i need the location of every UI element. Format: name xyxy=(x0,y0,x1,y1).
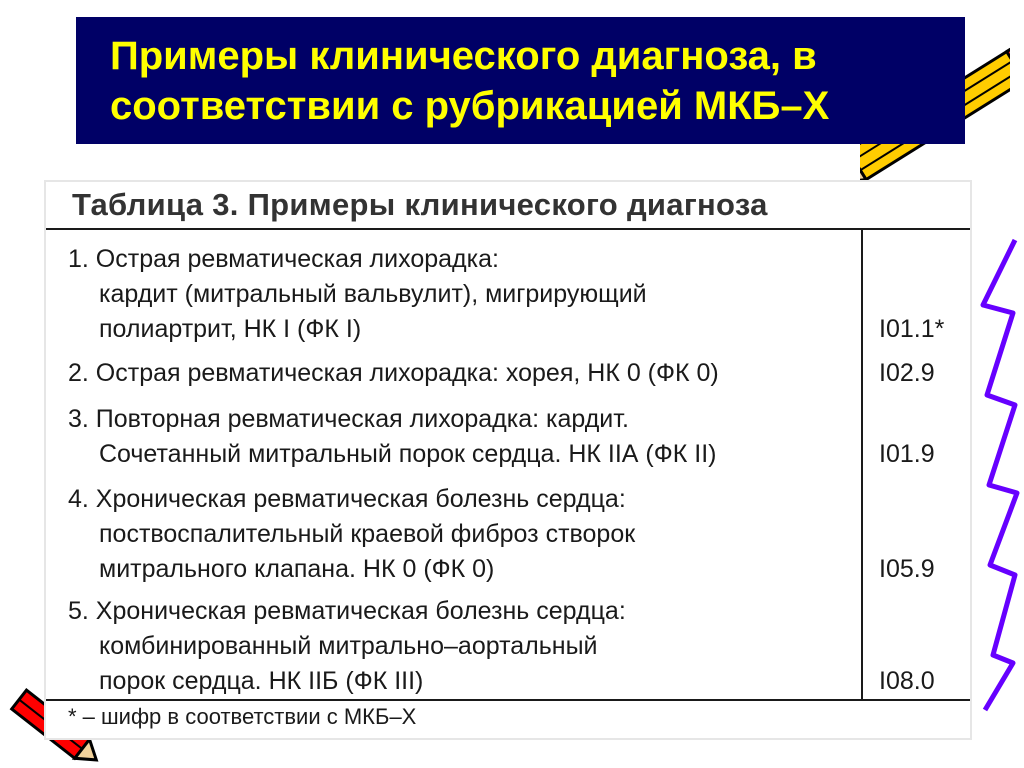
slide-title-line-1: Примеры клинического диагноза, в xyxy=(110,33,817,78)
row-text: 2. Острая ревматическая лихорадка: хорея, НК 0 (ФК 0) xyxy=(68,359,719,387)
row-text: полиартрит, НК I (ФК I) xyxy=(99,315,362,343)
icd-code: I01.9 xyxy=(879,440,935,468)
row-text: митрального клапана. НК 0 (ФК 0) xyxy=(99,555,495,583)
table-footer-divider xyxy=(46,699,970,701)
table-row xyxy=(68,594,858,699)
row-text: 4. Хроническая ревматическая болезнь сердца: xyxy=(68,485,626,513)
row-text: порок сердца. НК IIБ (ФК III) xyxy=(99,667,424,695)
row-text: комбинированный митрально–аортальный xyxy=(99,632,598,660)
squiggle-line-icon xyxy=(975,235,1024,715)
row-text: 5. Хроническая ревматическая болезнь сердца: xyxy=(68,597,626,625)
table-row xyxy=(68,482,858,587)
row-text: кардит (митральный вальвулит), мигрирующий xyxy=(99,280,647,308)
icd-code: I05.9 xyxy=(879,555,935,583)
table-header-divider xyxy=(46,228,970,230)
icd-code: I01.1* xyxy=(879,315,945,343)
table-row xyxy=(68,402,858,472)
diagnosis-table xyxy=(44,180,972,740)
table-column-divider xyxy=(861,230,863,700)
row-text: поствоспалительный краевой фиброз створок xyxy=(99,520,636,548)
table-title: Таблица 3. Примеры клинического диагноза xyxy=(72,187,768,222)
slide-title-box xyxy=(76,17,965,144)
table-footnote: * – шифр в соответствии с МКБ–Х xyxy=(68,704,417,729)
icd-code: I08.0 xyxy=(879,667,935,695)
table-row xyxy=(68,356,858,391)
slide-title-line-2: соответствии с рубрикацией МКБ–Х xyxy=(110,83,830,128)
icd-code: I02.9 xyxy=(879,359,935,387)
row-text: 1. Острая ревматическая лихорадка: xyxy=(68,245,499,273)
table-row xyxy=(68,242,858,347)
row-text: Сочетанный митральный порок сердца. НК IIА (ФК II) xyxy=(99,440,717,468)
row-text: 3. Повторная ревматическая лихорадка: кардит. xyxy=(68,405,629,433)
